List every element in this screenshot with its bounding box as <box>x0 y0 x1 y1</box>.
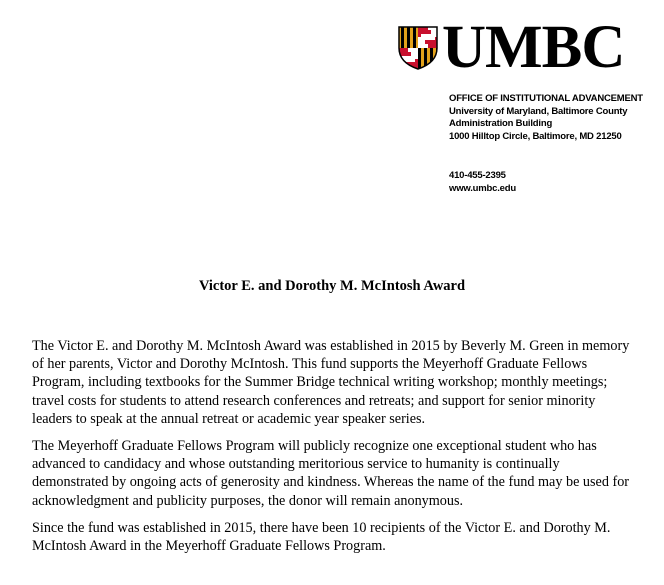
maryland-shield-icon <box>398 26 438 70</box>
office-name: OFFICE OF INSTITUTIONAL ADVANCEMENT <box>449 93 643 104</box>
address-line: 1000 Hilltop Circle, Baltimore, MD 21250 <box>449 130 622 142</box>
body-paragraph: The Victor E. and Dorothy M. McIntosh Award was established in 2015 by Beverly M. Green in memory of her parents, Victor and Dorothy McIntosh. This fund supports the Meyerhoff Graduate Fellows Program, including textbooks for the Summer Bridge technical writing workshop; monthly meetings; travel costs for students to attend research conferences and retreats; and support for senior minority leaders to speak at the annual retreat or academic year speaker series. <box>32 338 630 427</box>
address-line: Administration Building <box>449 118 553 129</box>
contact-block <box>449 169 516 195</box>
umbc-logo <box>398 14 625 81</box>
document-body <box>32 337 636 564</box>
body-paragraph: The Meyerhoff Graduate Fellows Program will publicly recognize one exceptional student who has advanced to candidacy and whose outstanding meritorious service to humanity is continually demonstrated by ongoing acts of generosity and kindness. Whereas the name of the fund may be used for acknowledgment and publicity purposes, the donor will remain anonymous. <box>32 438 630 509</box>
office-address-block <box>449 93 643 143</box>
address-line: University of Maryland, Baltimore County <box>449 105 628 117</box>
phone-number: 410-455-2395 <box>449 170 506 181</box>
website-link[interactable]: www.umbc.edu <box>449 183 516 194</box>
umbc-wordmark: UMBC <box>442 14 625 81</box>
body-paragraph: Since the fund was established in 2015, there have been 10 recipients of the Victor E. and Dorothy M. McIntosh Award in the Meyerhoff Graduate Fellows Program. <box>32 519 611 555</box>
document-title: Victor E. and Dorothy M. McIntosh Award <box>198 278 466 294</box>
